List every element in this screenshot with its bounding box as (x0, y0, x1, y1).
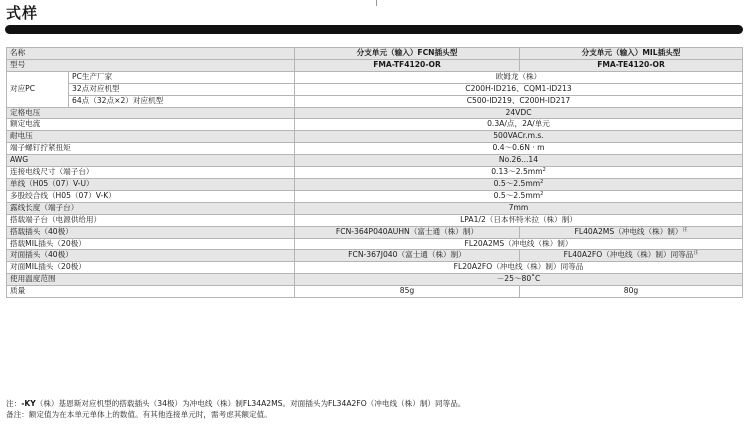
withstand-voltage-row (7, 131, 743, 143)
rated-voltage-value: 24VDC (295, 107, 743, 119)
pc-group-label: 对应PC (7, 71, 69, 107)
mounted-mil-label: 搭载MIL插头（20极） (7, 238, 295, 250)
rated-current-label: 额定电流 (7, 119, 295, 131)
single-wire-sup: 2 (540, 178, 544, 185)
spec-table (6, 47, 743, 298)
mounted-plug-row (7, 226, 743, 238)
torque-row (7, 143, 743, 155)
wire-size-row (7, 167, 743, 179)
top-tick-mark (376, 0, 377, 6)
stranded-wire-value: 0.5～2.5mm (493, 190, 541, 200)
strip-length-label: 露线长度（端子台） (7, 202, 295, 214)
name-label: 名称 (7, 48, 295, 60)
pc-32pt-value: C200H-ID216、CQM1-ID213 (295, 83, 743, 95)
mounted-plug-note-mark: 注 (682, 226, 688, 233)
single-wire-value: 0.5～2.5mm (493, 178, 541, 188)
pc-32pt-row (7, 83, 743, 95)
mass-label: 质量 (7, 286, 295, 298)
mating-mil-value: FL20A2FO（冲电线（株）制）同等品 (295, 262, 743, 274)
awg-label: AWG (7, 155, 295, 167)
pc-64pt-row (7, 95, 743, 107)
rated-voltage-row (7, 107, 743, 119)
header-mil-type: 分支单元（输入）MIL插头型 (520, 48, 743, 60)
note-1-bold: -KY (21, 399, 36, 408)
stranded-wire-label: 多股绞合线（H05（07）V-K） (7, 190, 295, 202)
stranded-wire-cell (295, 190, 743, 202)
mounted-mil-value: FL20A2MS（冲电线（株）制） (295, 238, 743, 250)
strip-length-value: 7mm (295, 202, 743, 214)
rated-voltage-label: 定格电压 (7, 107, 295, 119)
pc-64pt-label: 64点（32点×2）对应机型 (69, 95, 295, 107)
model-mil: FMA-TE4120-OR (520, 59, 743, 71)
pc-maker-value: 欧姆龙（株） (295, 71, 743, 83)
note-1 (6, 399, 465, 410)
power-terminal-row (7, 214, 743, 226)
stranded-wire-row (7, 190, 743, 202)
wire-size-sup: 2 (542, 167, 546, 174)
power-terminal-value: LPA1/2（日本怀特米拉（株）制） (295, 214, 743, 226)
pc-64pt-value: C500-ID219、C200H-ID217 (295, 95, 743, 107)
mounted-plug-fcn: FCN-364P040AUHN（富士通（株）制） (295, 226, 520, 238)
title-underline-bar (5, 25, 743, 34)
mating-plug-fcn: FCN-367J040（富士通（株）制） (295, 250, 520, 262)
stranded-wire-sup: 2 (540, 190, 544, 197)
model-label: 型号 (7, 59, 295, 71)
mating-plug-mil-cell (520, 250, 743, 262)
mounted-plug-label: 搭载插头（40极） (7, 226, 295, 238)
mounted-plug-mil: FL40A2MS（冲电线（株）制） (574, 226, 683, 236)
wire-size-label: 连接电线尺寸（端子台） (7, 167, 295, 179)
rated-current-row (7, 119, 743, 131)
rated-current-value: 0.3A/点，2A/单元 (295, 119, 743, 131)
single-wire-cell (295, 178, 743, 190)
wire-size-cell (295, 167, 743, 179)
single-wire-label: 单线（H05（07）V-U） (7, 178, 295, 190)
power-terminal-label: 搭载端子台（电源供给用） (7, 214, 295, 226)
temperature-row (7, 274, 743, 286)
notes-block (6, 399, 465, 420)
mating-mil-label: 对面MIL插头（20极） (7, 262, 295, 274)
model-fcn: FMA-TF4120-OR (295, 59, 520, 71)
mating-plug-row (7, 250, 743, 262)
mating-plug-label: 对面插头（40极） (7, 250, 295, 262)
mounted-mil-row (7, 238, 743, 250)
mating-mil-row (7, 262, 743, 274)
torque-label: 端子螺钉拧紧扭矩 (7, 143, 295, 155)
single-wire-row (7, 178, 743, 190)
mass-mil: 80g (520, 286, 743, 298)
awg-row (7, 155, 743, 167)
note-1-prefix: 注： (6, 399, 22, 408)
pc-maker-row (7, 71, 743, 83)
mating-plug-note-mark: 注 (693, 250, 699, 257)
mass-fcn: 85g (295, 286, 520, 298)
wire-size-value: 0.13～2.5mm (491, 167, 543, 177)
temperature-label: 使用温度范围 (7, 274, 295, 286)
header-fcn-type: 分支单元（输入）FCN插头型 (295, 48, 520, 60)
strip-length-row (7, 202, 743, 214)
note-2: 备注：额定值为在本单元单体上的数值。有其他连接单元时，需考虑其额定值。 (6, 409, 272, 419)
withstand-voltage-value: 500VACr.m.s. (295, 131, 743, 143)
pc-maker-label: PC生产厂家 (69, 71, 295, 83)
torque-value: 0.4～0.6N · m (295, 143, 743, 155)
pc-32pt-label: 32点对应机型 (69, 83, 295, 95)
mass-row (7, 286, 743, 298)
mounted-plug-mil-cell (520, 226, 743, 238)
model-row (7, 59, 743, 71)
page-title: 式样 (6, 4, 39, 22)
header-row (7, 48, 743, 60)
mating-plug-mil: FL40A2FO（冲电线（株）制）同等品 (563, 250, 694, 260)
note-1-text: （株）基恩斯对应机型的搭载插头（34极）为冲电线（株）制FL34A2MS。对面插头为FL34A2FO（冲电线（株）制）同等品。 (35, 399, 466, 408)
awg-value: No.26...14 (295, 155, 743, 167)
withstand-voltage-label: 耐电压 (7, 131, 295, 143)
temperature-value: －25～80˚C (295, 274, 743, 286)
